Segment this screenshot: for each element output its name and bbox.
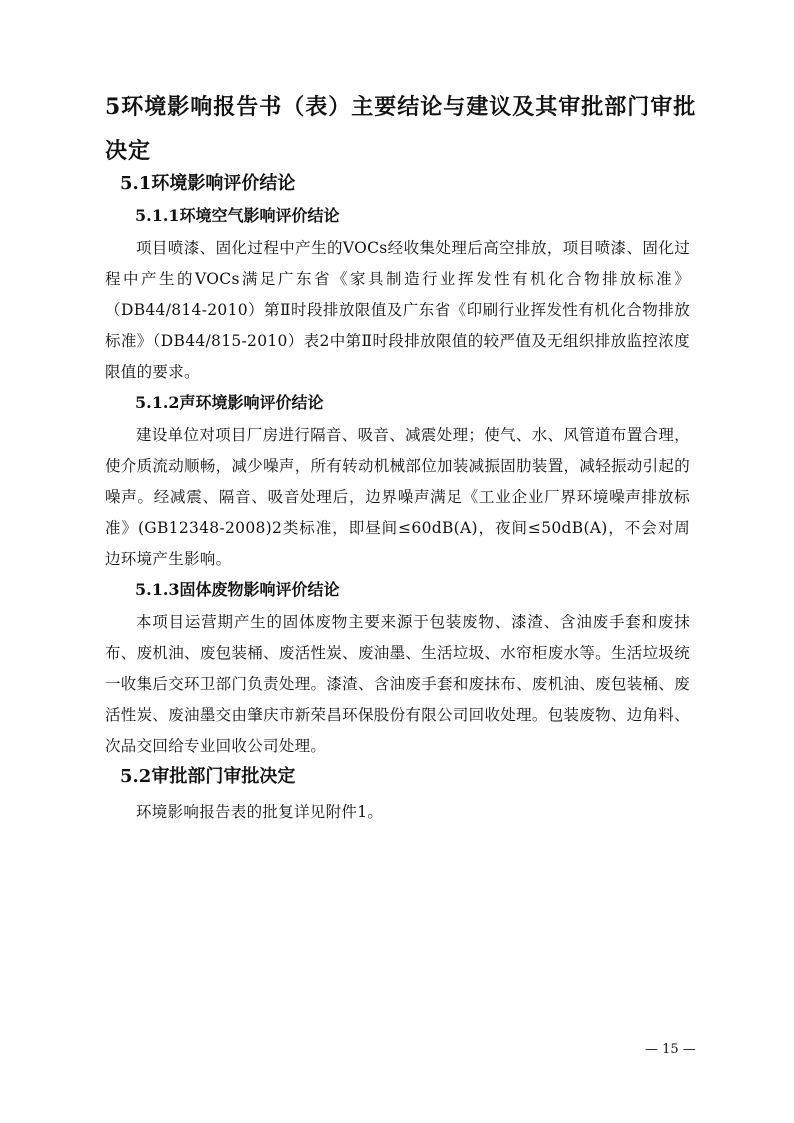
heading-5-1-2: 5.1.2声环境影响评价结论 [135, 393, 324, 412]
paragraph-noise: 建设单位对项目厂房进行隔音、吸音、减震处理；使气、水、风管道布置合理，使介质流动顺畅，减少噪声，所有转动机械部位加装减振固肋装置，减轻振动引起的噪声。经减震、隔音、吸音处理后，边界噪声满足《工业企业厂界环境噪声排放标准》(GB12348-2008)2类标准，即昼间≤60dB(A)，夜间≤50dB(A)，不会对周边环境产生影响。 [105, 426, 690, 568]
heading-5-1-3: 5.1.3固体废物影响评价结论 [135, 580, 340, 599]
paragraph-approval: 环境影响报告表的批复详见附件1。 [136, 803, 384, 821]
heading-5-1-1: 5.1.1环境空气影响评价结论 [135, 206, 340, 225]
page-number: — 15 — [645, 1042, 696, 1057]
heading-5-2: 5.2审批部门审批决定 [120, 766, 296, 787]
paragraph-air: 项目喷漆、固化过程中产生的VOCs经收集处理后高空排放，项目喷漆、固化过程中产生的VOCs满足广东省《家具制造行业挥发性有机化合物排放标准》（DB44/814-2010）第Ⅱ时段排放限值及广东省《印刷行业挥发性有机化合物排放标准》（DB44/815-2010）表2中第Ⅱ时段排放限值的较严值及无组织排放监控浓度限值的要求。 [105, 239, 690, 381]
heading-5-1: 5.1环境影响评价结论 [120, 173, 296, 194]
paragraph-solid-waste: 本项目运营期产生的固体废物主要来源于包装废物、漆渣、含油废手套和废抹布、废机油、废包装桶、废活性炭、废油墨、生活垃圾、水帘柜废水等。生活垃圾统一收集后交环卫部门负责处理。漆渣、含油废手套和废抹布、废机油、废包装桶、废活性炭、废油墨交由肇庆市新荣昌环保股份有限公司回收处理。包装废物、边角料、次品交回给专业回收公司处理。 [105, 613, 690, 755]
section-title: 5环境影响报告书（表）主要结论与建议及其审批部门审批决定 [105, 94, 697, 164]
